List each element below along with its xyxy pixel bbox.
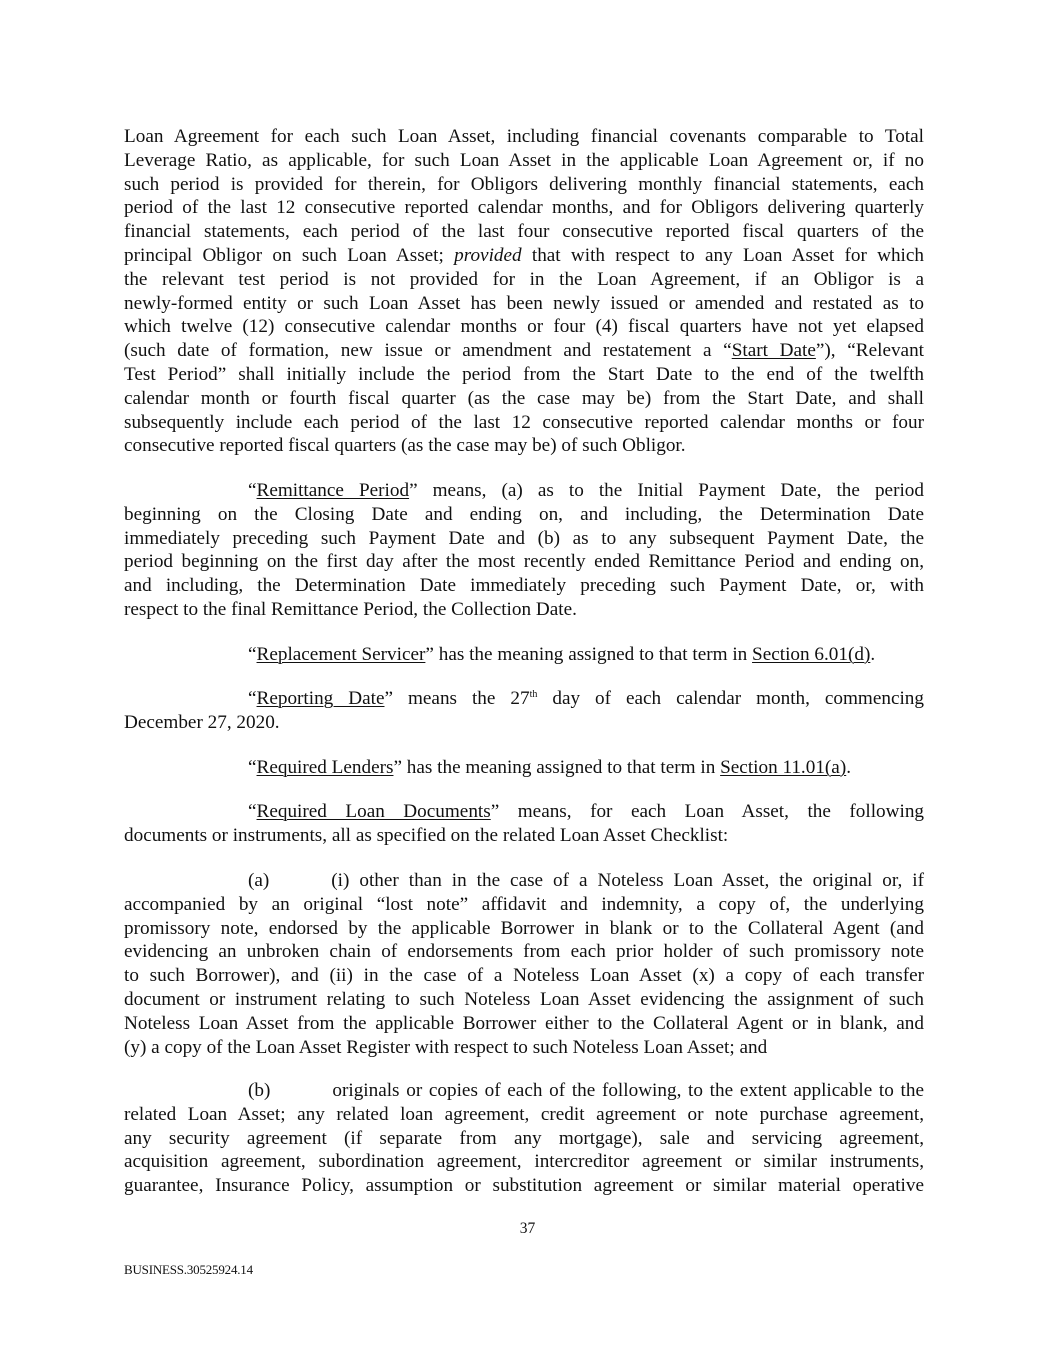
item-label: (a)	[248, 870, 270, 891]
open-quote: “	[248, 480, 257, 501]
text-segment: ” means, for each Loan Asset, the following	[490, 801, 925, 822]
text-line: accompanied by an original “lost note” affidavit and indemnity, a copy of, the underlying	[124, 893, 924, 915]
required-loan-documents-definition	[124, 800, 924, 848]
text-segment: (i) other than in the case of a Noteless Loan Asset, the original or, if	[331, 870, 924, 891]
defined-term-required-loan-documents: Required Loan Documents	[256, 801, 491, 822]
section-reference: Section 11.01(a)	[720, 757, 847, 778]
defined-term-required-lenders: Required Lenders	[256, 757, 394, 778]
open-quote: “	[248, 644, 257, 665]
text-segment: principal Obligor on such Loan Asset;	[124, 244, 444, 266]
text-segment: .	[870, 644, 876, 665]
text-line: related Loan Asset; any related loan agreement, credit agreement or note purchase agreement,	[124, 1103, 924, 1125]
text-line	[124, 800, 924, 824]
provided-term: provided	[454, 244, 522, 266]
text-line	[124, 479, 924, 503]
text-line: promissory note, endorsed by the applicable Borrower in blank or to the Collateral Agent (and	[124, 917, 924, 939]
text-line	[124, 643, 924, 667]
text-line: documents or instruments, all as specified on the related Loan Asset Checklist:	[124, 824, 729, 846]
text-line: newly-formed entity or such Loan Asset has been newly issued or amended and restated as to	[124, 292, 924, 314]
document-footer-id: BUSINESS.30525924.14	[124, 1262, 253, 1277]
text-line: respect to the final Remittance Period, the Collection Date.	[124, 598, 577, 620]
section-reference: Section 6.01(d)	[752, 644, 871, 665]
text-segment: day of each calendar month, commencing	[537, 688, 924, 709]
text-line	[124, 339, 924, 363]
defined-term-start-date: Start Date	[731, 340, 816, 362]
item-label: (b)	[248, 1080, 271, 1101]
text-line	[124, 1079, 924, 1103]
text-segment: ”), “Relevant	[815, 340, 924, 362]
text-line: the relevant test period is not provided for in the Loan Agreement, if an Obligor is a	[124, 268, 924, 290]
item-b-paragraph	[124, 1079, 924, 1198]
open-quote: “	[248, 801, 257, 822]
text-line: calendar month or fourth fiscal quarter (as the case may be) from the Start Date, and shall	[124, 387, 924, 409]
text-line: Noteless Loan Asset from the applicable Borrower either to the Collateral Agent or in blank, and	[124, 1012, 924, 1034]
text-line	[124, 244, 924, 268]
text-segment: (such date of formation, new issue or amendment and restatement a “	[124, 340, 732, 362]
text-line: period beginning on the first day after the most recently ended Remittance Period and ending on,	[124, 551, 924, 573]
text-segment: .	[846, 757, 852, 778]
text-line: such period is provided for therein, for Obligors delivering monthly financial statements, each	[124, 173, 924, 195]
defined-term-remittance-period: Remittance Period	[256, 480, 410, 501]
text-segment: ” means the 27	[384, 688, 530, 709]
text-line: consecutive reported fiscal quarters (as the case may be) of such Obligor.	[124, 435, 686, 457]
text-line: Test Period” shall initially include the period from the Start Date to the end of the twelfth	[124, 363, 924, 385]
text-segment: ” means, (a) as to the Initial Payment Date, the period	[409, 480, 924, 501]
text-segment: ” has the meaning assigned to that term in	[425, 644, 753, 665]
text-line	[124, 756, 924, 780]
replacement-servicer-definition	[124, 643, 924, 667]
relevant-test-period-paragraph	[124, 125, 924, 458]
text-line: any security agreement (if separate from any mortgage), sale and servicing agreement,	[124, 1127, 924, 1149]
required-lenders-definition	[124, 756, 924, 780]
text-line: immediately preceding such Payment Date and (b) as to any subsequent Payment Date, the	[124, 527, 924, 549]
text-line: period of the last 12 consecutive reported calendar months, and for Obligors delivering quarterly	[124, 197, 924, 219]
text-line: document or instrument relating to such Noteless Loan Asset evidencing the assignment of such	[124, 988, 924, 1010]
open-quote: “	[248, 688, 257, 709]
text-line: subsequently include each period of the last 12 consecutive reported calendar months or four	[124, 411, 924, 433]
text-line	[124, 687, 924, 711]
text-segment: ” has the meaning assigned to that term in	[393, 757, 721, 778]
reporting-date-definition	[124, 687, 924, 735]
open-quote: “	[248, 757, 257, 778]
text-line: beginning on the Closing Date and ending on, and including, the Determination Date	[124, 503, 924, 525]
remittance-period-definition	[124, 479, 924, 622]
page-number: 37	[519, 1220, 536, 1237]
text-line	[124, 869, 924, 893]
text-segment: originals or copies of each of the following, to the extent applicable to the	[332, 1080, 924, 1101]
text-line: to such Borrower), and (ii) in the case of a Noteless Loan Asset (x) a copy of each transfer	[124, 965, 924, 987]
text-line: Leverage Ratio, as applicable, for such Loan Asset in the applicable Loan Agreement or, if no	[124, 149, 924, 171]
text-line: Loan Agreement for each such Loan Asset, including financial covenants comparable to Total	[124, 126, 924, 147]
text-line: evidencing an unbroken chain of endorsements from each prior holder of such promissory note	[124, 941, 924, 963]
defined-term-reporting-date: Reporting Date	[256, 688, 385, 709]
text-line: and including, the Determination Date immediately preceding such Payment Date, or, with	[124, 575, 924, 597]
text-line: December 27, 2020.	[124, 711, 280, 733]
text-line: financial statements, each period of the last four consecutive reported fiscal quarters of the	[124, 221, 924, 243]
text-line: (y) a copy of the Loan Asset Register with respect to such Noteless Loan Asset; and	[124, 1036, 768, 1058]
defined-term-replacement-servicer: Replacement Servicer	[256, 644, 426, 665]
item-a-paragraph	[124, 869, 924, 1059]
text-line: guarantee, Insurance Policy, assumption or substitution agreement or similar material operative	[124, 1175, 924, 1197]
text-line: acquisition agreement, subordination agreement, intercreditor agreement or similar instruments,	[124, 1151, 924, 1173]
text-segment: that with respect to any Loan Asset for which	[521, 244, 924, 266]
text-line: which twelve (12) consecutive calendar months or four (4) fiscal quarters have not yet elapsed	[124, 316, 924, 338]
ordinal-suffix: th	[529, 689, 538, 700]
